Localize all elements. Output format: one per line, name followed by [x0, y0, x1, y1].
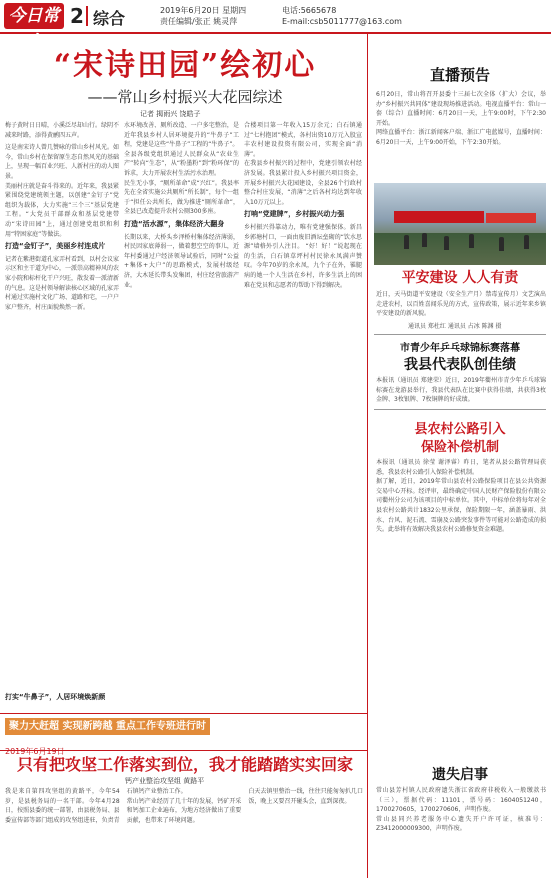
bottom-headline: 只有把攻坚工作落实到位，我才能踏踏实实回家: [16, 755, 353, 774]
notice-title: 遗失启事: [432, 767, 488, 783]
safety-title: 平安建设 人人有责: [401, 270, 519, 286]
article-column-2: [124, 121, 239, 713]
paragraph: 本报讯（通讯员 郑建荣）近日，2019年衢州市青少年乒乓球锦标赛在龙游县举行，我县代表队在比赛中获得佳绩，共获得3枚金牌、3枚银牌、7枚铜牌的好成绩。: [376, 377, 546, 404]
section-heading: 打响“党建牌”，乡村振兴动力强: [244, 210, 345, 219]
masthead-date-block: [160, 5, 246, 27]
campaign-label: 聚力大赶超 实现新跨越 重点工作专班进行时: [5, 718, 210, 735]
paragraph: 水环境改善、厕所改造、一户多宅整治，是近年我县乡村人居环境提升的“牛鼻子”工程，党建是这些“牛鼻子”工程的“牛鼻子”。 全县各级党组织通过人民群众从“农业生产”转向“生态”，从“粉墨粉”到“粉环保”的诉求，大力开展农村生活污水治理。 民生无小事，“厕所革命”成“兴红”。我县率先在全省实施公共厕所“所长制”，每个一组于“担任公共所长，做为推进“厕所革命”，全县已改造提升农村公厕300多座。: [124, 122, 239, 216]
article-column-3: [244, 121, 362, 713]
photo-person: [422, 233, 427, 247]
pingpong-title-1: 市青少年乒乓球锦标赛落幕: [400, 343, 520, 354]
email-line: E-mail:csb5011777@163.com: [282, 17, 402, 26]
bottom-banner: [0, 716, 367, 736]
photo-person: [404, 235, 409, 249]
masthead-contact-block: [282, 5, 402, 27]
safety-byline: [408, 322, 548, 332]
notice-body: [376, 786, 546, 874]
pingpong-body: [376, 376, 546, 406]
main-byline: 记者 揭雨兴 饶皓子: [140, 110, 201, 118]
main-headline-block: [5, 40, 365, 106]
insurance-title-2: 保险补偿机制: [420, 440, 499, 455]
paragraph: 6月20日，常山将召开县委十三届七次全体（扩大）会议，举办“乡村振兴共同体”建设现场推进活动。电视直播平台：常山一套（综合）直播时间：6月20日一天，上午9:00时，下午2:30开始。 网络直播平台：浙江新闻客户端、浙江广电蓝媒号，直播时间：6月20日一天，上午9:00开始，下午2:30开始。: [376, 91, 546, 146]
photo-person: [524, 235, 529, 249]
sidebar-divider: [374, 409, 546, 410]
paragraph: 我是来自第四攻坚组的黄路平，今年54岁，是县税务局的一名干部。今年4月28日，按照县委的统一部署，由县税务局、县委宣传部等部门组成的攻坚组进驻，负责青石镇钙产业整治工作。 常山钙产业经历了几十年的发展，钙矿开采和钙加工企业遍布，为地方经济做出了重要贡献，也带来了环境问题。 白天去镇里整治一线，往往只能匆匆扒几口饭，晚上又要召开碰头会，直到深夜。: [5, 788, 363, 824]
photo-person: [444, 236, 449, 250]
page-number: 2: [70, 4, 84, 28]
paragraph: 长期以来，大桥头乡泽桥村集体经济薄弱，村民因家底薄弱一，做着想空空的事儿，近年村委通过户经济领导试验后，同时“公益+集体+大户”的思路模式，发展村级经济，大木延长带头发集团，村庄经营旅游产业。: [124, 233, 239, 289]
bottom-byline: 钙产业整治攻坚组 黄路平: [125, 777, 205, 785]
lead-poem: 梅子黄时日日晴，小溪泛尽却山行。绿阴不减来时路，添得黄鹂四五声。: [5, 122, 119, 139]
editor-line: 责任编辑/张正 姚灵萍: [160, 17, 238, 26]
pingpong-title-2: 我县代表队创佳绩: [404, 357, 516, 373]
photo-red-banner: [394, 211, 484, 223]
live-preview-title: 直播预告: [429, 66, 490, 84]
main-subhead: ——常山乡村振兴大花园综述: [87, 88, 283, 106]
insurance-body: [376, 458, 546, 748]
section-rule: [0, 713, 367, 714]
sidebar: [367, 34, 551, 878]
newspaper-logo: 今日常山: [4, 3, 64, 29]
paragraph: 合楼项目第一年收入15万余元；白石镇通过“七村抱团”模式，各村出资10万元入股宣丰农村建设投资有限公司，实现全面“消薄”。 在我县乡村振兴的过程中，党建引领农村经济发展。我县累计投入乡村振兴项目资金，开展乡村振兴大花园建设，全县26个行政村整合村庄发展，“消薄”之后各村均达到年收入10万元以上。: [244, 122, 362, 206]
issue-date: 2019年6月20日 星期四: [160, 6, 247, 15]
safety-event-photo: [374, 183, 546, 265]
paragraph: 近日，天马街道平安建设（安全生产月）禁毒宣传月）文艺演出走进农村，以百姓喜闻乐见的方式，宣传政策，展示近年来乡镇平安建设的新风貌。: [376, 291, 546, 318]
section-name: 综合: [93, 9, 126, 28]
paragraph: 记者在紫港街道孔家弄村看到，以村会议家示区和主干道为中心，一派崇高精神风的农家小院和标杆化干户兴旺，散发着一派清新的气息。这是村领导解读核心区域的孔家弄村通过实施村文化广场、道路和宅，一户户家户整齐，村庄面貌焕然一新。: [5, 255, 119, 311]
sidebar-divider: [374, 334, 546, 335]
bottom-article-body: [5, 787, 363, 875]
paragraph: 这是南宋诗人曾几赞咏的常山乡村风光。如今，常山乡村在保留原生态自然风光的基础上，呈现一幅百业兴旺、人新村庄的动人图景。 美丽村庄就是奋斗得来的。近年来，我县紧紧围绕党建统领主题，以创建“金钉子”党组织为载体，大力实施“三个三”基层党建工程。“大党员干部群众和基层党建带动“宋诗田园”上，通过创建党组织和利用“特困家庭”等做法。: [5, 144, 119, 238]
photo-person: [469, 234, 474, 248]
paragraph: 本报讯（通讯员 徐莹 谢泽睿）昨日，笔者从县公路管理局获悉，我县农村公路引入保险补偿机制。 据了解，近日，2019年常山县农村公路保险项目在县公共资源交易中心开标。经评审，最终确定中国人民财产保险股份有限公司衢州分公司为该项目的中标单位。其中，中标单位将每年对全县农村公路共计1832公里承保，保险期限一年，涵盖暴雨、洪水、台风、泥石流、雪崩及公路突发事件等可能对公路造成的损失。此举将有效解决我县农村公路修复资金难题。: [376, 459, 546, 534]
main-headline: “宋诗田园”绘初心: [53, 48, 317, 83]
safety-body: [376, 290, 546, 320]
masthead-divider: [86, 6, 88, 26]
live-preview-body: [376, 90, 546, 180]
photo-person: [499, 237, 504, 251]
article-column-1: [5, 121, 119, 713]
bottom-date: 2019年6月19日: [5, 747, 65, 756]
bottom-date-bar: [0, 739, 367, 756]
section-heading: 打造“金钉子”，美丽乡村连成片: [5, 242, 106, 251]
paragraph: 常山县芳村镇人民政府遗失浙江省政府非税收入一般缴款书（三），票据代码：11101，票号码：1604051240，1700270605，1700270606，声明作废。 常山县同兴养老服务中心遗失开户许可证，核准号：Z3412000009300，声明作废。: [376, 787, 546, 833]
section-heading: 打造“活水源”，集体经济大翻身: [124, 219, 225, 228]
section-heading: 打实“牛鼻子”，人居环境焕新颜: [5, 693, 106, 702]
photo-red-banner: [486, 213, 536, 223]
insurance-title-1: 县农村公路引入: [414, 422, 506, 437]
masthead: [0, 0, 551, 52]
paragraph: 乡村振兴得靠动力，唯有党建强保体。新昌乡郭塘村口，一面由废旧酒坛垒砌的“饮水思源”墙格外引人注目。 “好！好！”说起现在的生活，白石镇草坪村村民徐永凤满声赞叹。今年70岁的余永凤，九个子在外，罹腿病的她一个人生活在乡村，许多生活上的困难在党员和志愿者的帮助下得到解决。: [244, 223, 362, 289]
photo-ground: [374, 233, 546, 265]
phone-line: 电话:5665678: [282, 6, 337, 15]
photo-credit: 通讯员 郑杜红 通讯员 占冰 陈渊 摄: [408, 323, 502, 330]
